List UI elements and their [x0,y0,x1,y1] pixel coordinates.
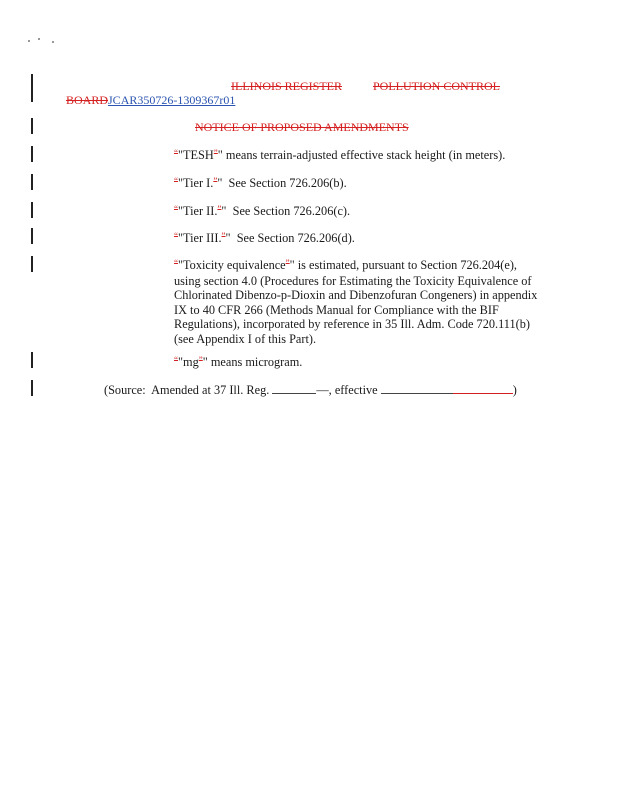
source-suffix: ) [512,383,517,397]
quote-mark: " [178,355,184,369]
quote-mark: " [217,148,223,162]
source-effective: , effective [328,383,381,397]
deleted-quote-mark: “ [174,148,178,158]
change-bar [31,74,33,102]
register-title: ILLINOIS REGISTER [231,79,342,93]
source-dash: — [316,383,329,397]
scan-speck [52,41,54,43]
term: Tier II. [183,204,218,218]
definition-text: See Section 726.206(c). [226,204,351,218]
change-bar [31,228,33,244]
deleted-quote-mark: “ [174,258,178,268]
deleted-quote-mark: ” [213,148,218,158]
deleted-quote-mark: “ [174,355,178,365]
reg-blank [272,383,316,394]
definition-text: means terrain-adjusted effective stack height (in meters). [222,148,506,162]
quote-mark: " [178,148,184,162]
change-bar [31,202,33,218]
definition-tier-1 [174,176,546,192]
quote-mark: " [289,258,295,272]
term: TESH [183,148,214,162]
scan-speck [28,40,30,42]
deleted-quote-mark: “ [174,176,178,186]
definition-text: See Section 726.206(d). [230,231,355,245]
quote-mark: " [221,204,227,218]
scan-speck [38,38,40,40]
definition-mg [174,355,546,371]
deleted-quote-mark: “ [174,204,178,214]
deleted-quote-mark: ” [285,258,290,268]
deleted-quote-mark: ” [221,231,226,241]
notice-title: NOTICE OF PROPOSED AMENDMENTS [195,120,409,134]
quote-mark: " [178,258,184,272]
agency-name-cont: BOARD [66,93,109,107]
definition-tier-3 [174,231,546,247]
change-bar [31,146,33,162]
agency-name: POLLUTION CONTROL [373,79,500,93]
term: Tier I. [183,176,214,190]
term: mg [183,355,199,369]
effective-blank-deleted [453,383,513,394]
quote-mark: " [178,204,184,218]
deleted-quote-mark: ” [198,355,203,365]
definition-text: is estimated, pursuant to Section 726.204(e), using section 4.0 (Procedures for Estimating the Toxicity Equivalence of Chlorinated Dibenzo-p-Dioxin and Dibenzofuran Congeners) in appendix IX to 40 CFR 266 (Methods Manual for Compliance with the BIF Regulations), incorporated by reference in 35 Ill. Adm. Code 720.111(b) (see Appendix I of this Part). [174,258,538,346]
deleted-quote-mark: ” [213,176,218,186]
quote-mark: " [178,231,184,245]
definition-toxicity-equivalence [174,258,546,347]
quote-mark: " [225,231,231,245]
change-bar [31,352,33,368]
term: Tier III. [183,231,222,245]
change-bar [31,380,33,396]
effective-blank [381,383,453,394]
term: Toxicity equivalence [183,258,286,272]
deleted-quote-mark: ” [217,204,222,214]
definition-text: See Section 726.206(b). [222,176,347,190]
quote-mark: " [178,176,184,190]
change-bar [31,174,33,190]
jcar-id: JCAR350726-1309367r01 [108,93,236,107]
source-note [104,383,517,398]
quote-mark: " [217,176,223,190]
deleted-quote-mark: “ [174,231,178,241]
quote-mark: " [202,355,208,369]
definition-tesh [174,148,546,164]
agency-line-2 [66,93,235,108]
source-prefix: (Source: Amended at 37 Ill. Reg. [104,383,273,397]
change-bar [31,118,33,134]
change-bar [31,256,33,272]
definition-text: means microgram. [207,355,303,369]
definition-tier-2 [174,204,546,220]
